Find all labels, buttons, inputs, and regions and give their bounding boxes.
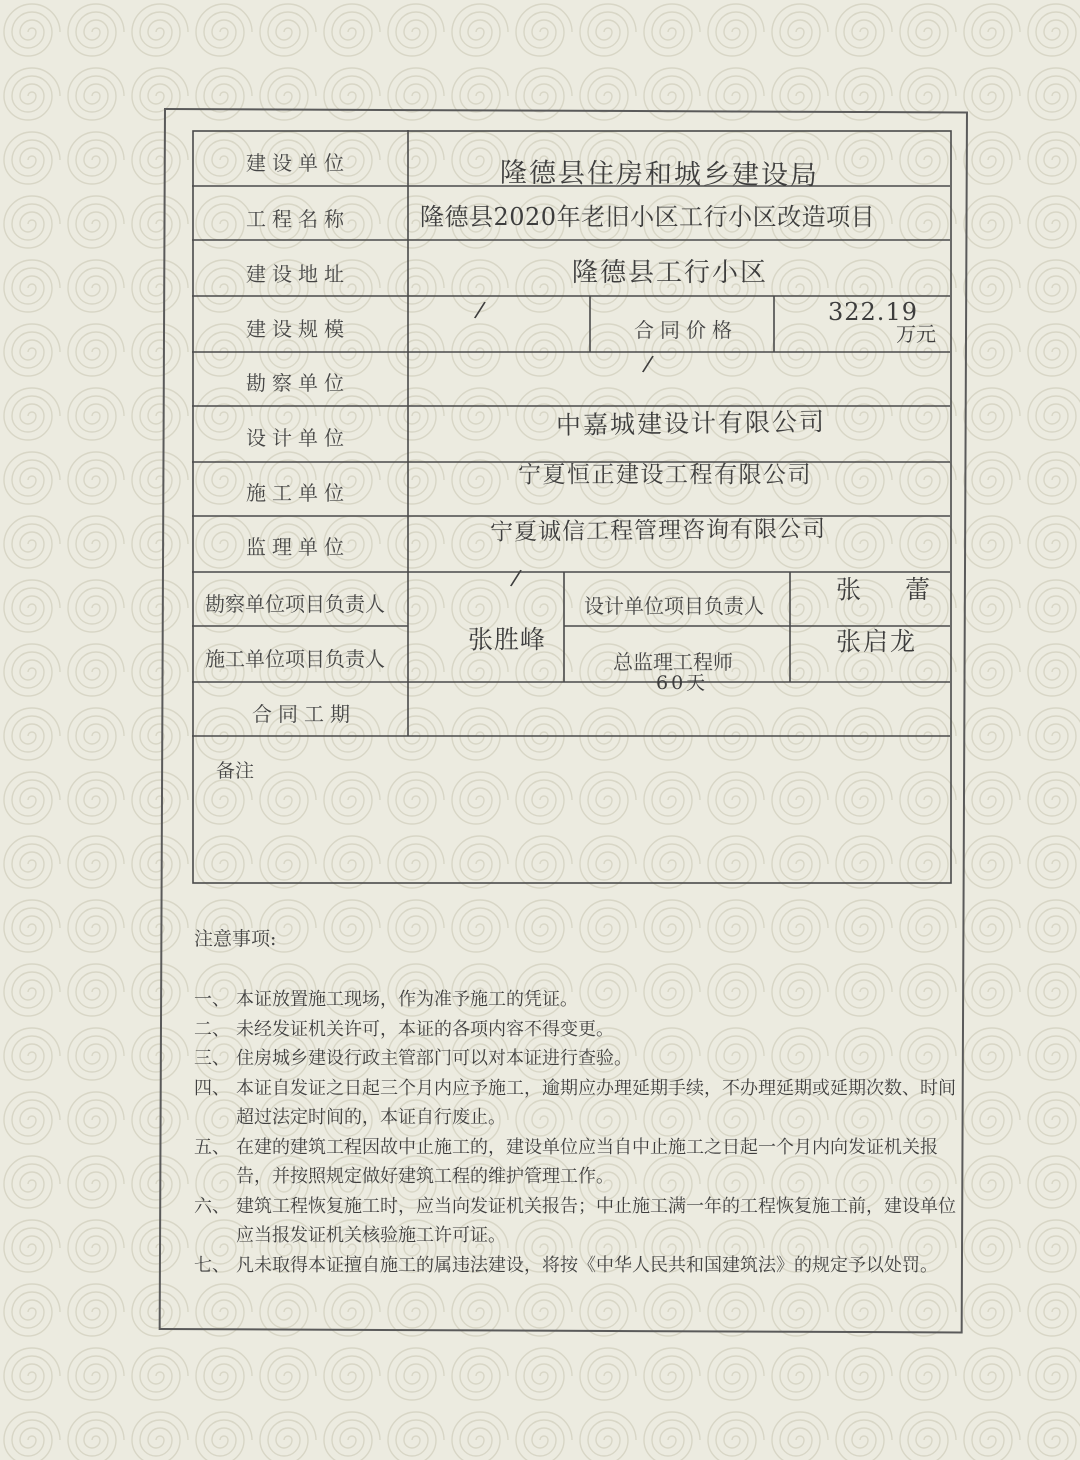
label-remarks: 备注 xyxy=(216,760,255,782)
notes-item-text: 住房城乡建设行政主管部门可以对本证进行查验。 xyxy=(236,1048,632,1069)
notes-item-text: 建筑工程恢复施工时，应当向发证机关报告；中止施工满一年的工程恢复施工前，建设单位应当报发证机关核验施工许可证。 xyxy=(236,1195,956,1246)
value-construction-address: 隆德县工行小区 xyxy=(572,258,769,288)
notes-item xyxy=(194,1044,956,1074)
notes-item xyxy=(194,1074,956,1133)
value-survey-pm: / xyxy=(508,565,523,592)
value-chief-supervisor: 张启龙 xyxy=(836,627,918,656)
notes-item xyxy=(194,985,956,1015)
value-supervision-unit: 宁夏诚信工程管理咨询有限公司 xyxy=(489,516,827,546)
value-survey-unit: / xyxy=(640,351,655,378)
notes-item-text: 本证自发证之日起三个月内应予施工，逾期应办理延期手续，不办理延期或延期次数、时间超过法定时间的，本证自行废止。 xyxy=(236,1077,956,1128)
value-builder-pm: 张胜峰 xyxy=(468,625,547,654)
notes-item-number: 七、 xyxy=(194,1254,230,1276)
label-construction-unit: 建设单位 xyxy=(246,151,350,175)
label-survey-unit: 勘察单位 xyxy=(246,371,350,395)
notes-item-number: 六、 xyxy=(194,1195,230,1217)
value-construction-unit: 隆德县住房和城乡建设局 xyxy=(499,157,820,192)
notes-item xyxy=(194,1133,956,1192)
notes-title: 注意事项: xyxy=(194,928,277,950)
label-supervision-unit: 监理单位 xyxy=(246,535,350,559)
value-project-name: 隆德县2020年老旧小区工行小区改造项目 xyxy=(420,203,876,231)
label-contract-price: 合同价格 xyxy=(634,318,738,342)
label-chief-supervisor: 总监理工程师 xyxy=(613,650,733,674)
value-contract-price-unit: 万元 xyxy=(896,322,936,346)
label-design-unit: 设计单位 xyxy=(246,426,350,450)
value-contract-price-amount: 322.19 xyxy=(828,298,918,326)
value-construction-scale: / xyxy=(472,297,487,324)
value-builder-unit: 宁夏恒正建设工程有限公司 xyxy=(518,462,812,488)
value-contract-period: 60天 xyxy=(656,672,709,694)
notes-item-number: 二、 xyxy=(194,1018,230,1040)
notes-item-number: 五、 xyxy=(194,1136,230,1158)
notes-item-text: 未经发证机关许可，本证的各项内容不得变更。 xyxy=(236,1018,614,1040)
label-contract-period: 合同工期 xyxy=(252,702,356,726)
notes-item-text: 在建的建筑工程因故中止施工的，建设单位应当自中止施工之日起一个月内向发证机关报告，并按照规定做好建筑工程的维护管理工作。 xyxy=(236,1136,938,1187)
notes-item-text: 本证放置施工现场，作为准予施工的凭证。 xyxy=(236,989,578,1010)
label-design-pm: 设计单位项目负责人 xyxy=(584,594,764,618)
notes-item xyxy=(194,1015,956,1045)
notes-item xyxy=(194,1192,956,1251)
notes-item-number: 一、 xyxy=(194,989,230,1010)
value-design-pm: 张 蕾 xyxy=(836,575,948,604)
notes-item-number: 三、 xyxy=(194,1048,230,1069)
form-table-grid xyxy=(192,130,952,884)
notes-item-text: 凡未取得本证擅自施工的属违法建设，将按《中华人民共和国建筑法》的规定予以处罚。 xyxy=(236,1254,938,1276)
label-builder-unit: 施工单位 xyxy=(246,481,350,505)
label-construction-address: 建设地址 xyxy=(246,262,350,286)
notes-list xyxy=(194,985,956,1280)
notes-item xyxy=(194,1251,956,1281)
notes-item-number: 四、 xyxy=(194,1077,230,1099)
value-design-unit: 中嘉城建设计有限公司 xyxy=(555,407,827,440)
label-project-name: 工程名称 xyxy=(246,207,350,231)
label-survey-pm: 勘察单位项目负责人 xyxy=(205,592,385,616)
label-builder-pm: 施工单位项目负责人 xyxy=(205,647,385,671)
label-construction-scale: 建设规模 xyxy=(246,317,350,341)
